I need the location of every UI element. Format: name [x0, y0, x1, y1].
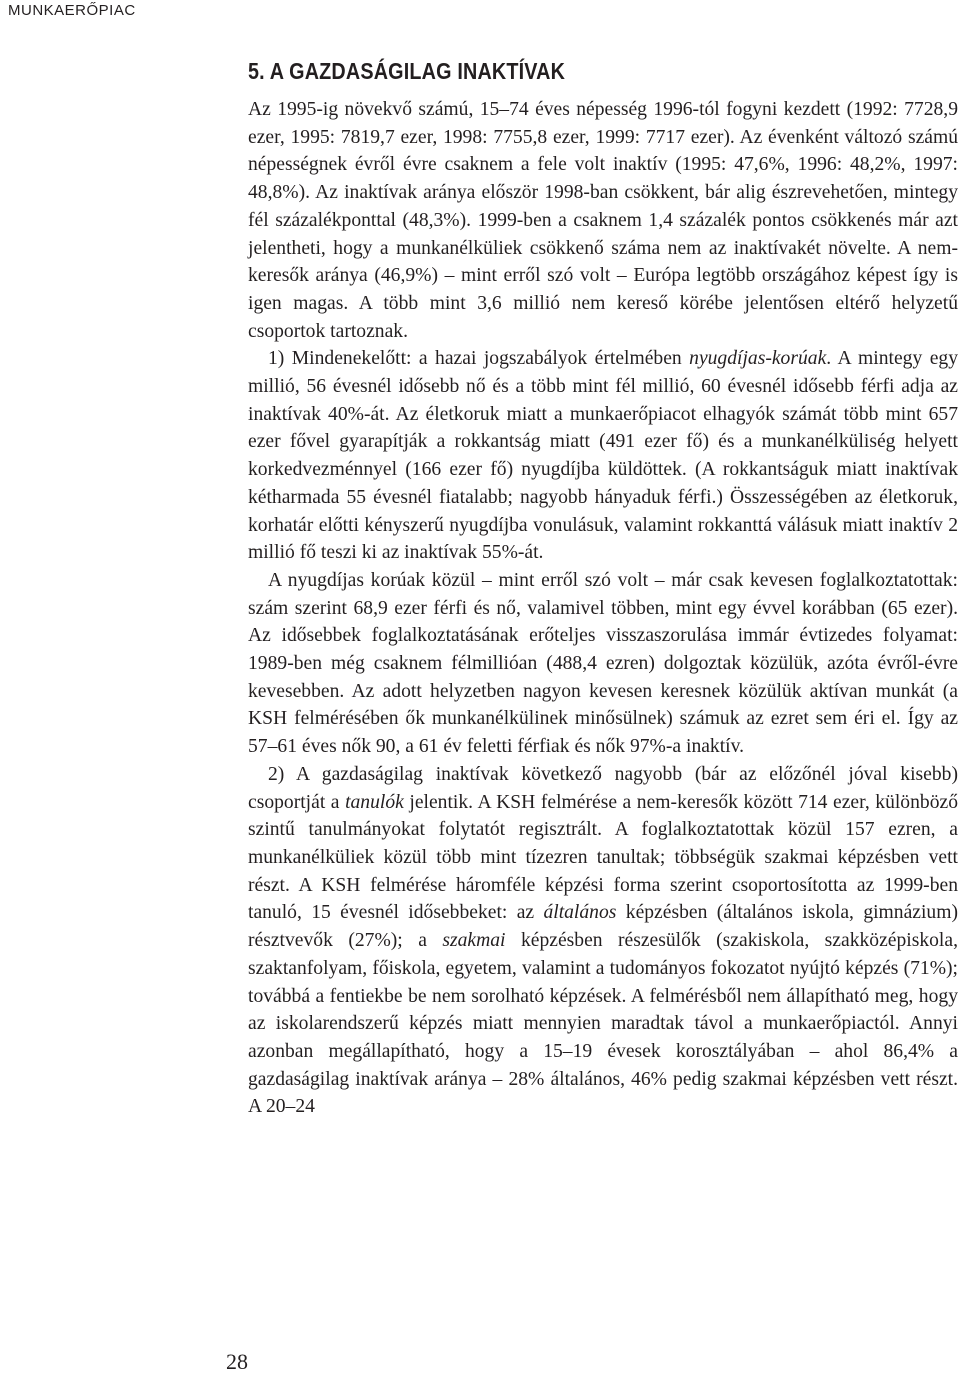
running-head: MUNKAERŐPIAC	[8, 2, 136, 19]
paragraph-1: Az 1995-ig növekvő számú, 15–74 éves népesség 1996-tól fogyni kezdett (1992: 7728,9 ezer, 1995: 7819,7 ezer, 1998: 7755,8 ezer, 1999: 7717 ezer). Az évenként változó számú népességnek évről évre csaknem a fele volt inaktív (1995: 47,6%, 1996: 48,2%, 1997: 48,8%). Az inaktívak aránya először 1998-ban csökkent, bár alig észrevehetően, mintegy fél százalékponttal (48,3%). 1999-ben a csaknem 1,4 százalék pontos csökkenés már azt jelentheti, hogy a munkanélküliek csökkenő száma nem az inaktívakét növelte. A nem-keresők aránya (46,9%) – mint erről szó volt – Európa legtöbb országához képest így is igen magas. A több mint 3,6 millió nem kereső körébe jelentősen eltérő helyzetű csoportok tartoznak.	[248, 99, 958, 342]
paragraph-4-italic-term-2: általános	[543, 902, 617, 924]
paragraph-4-text-1: 2) A gazdaságilag inaktívak következő nagyobb (bár az előzőnél jóval kisebb) csoportját a	[248, 763, 958, 813]
paragraph-3: A nyugdíjas korúak közül – mint erről szó volt – már csak kevesen foglalkoztatottak: szám szerint 68,9 ezer férfi és nő, valamivel többen, mint egy évvel korábban (65 ezer). Az idősebbek foglalkoztatásának erőteljes visszaszorulása immár évtizedes folyamat: 1989-ben még csaknem félmillióan (488,4 ezren) dolgoztak közülük, azóta évről-évre kevesebben. Az adott helyzetben nagyon kevesen keresnek közülük aktívan munkát (a KSH felmérésében ők munkanélkülinek minősülnek) számuk az ezret sem éri el. Így az 57–61 éves nők 90, a 61 év feletti férfiak és nők 97%-a inaktív.	[248, 569, 958, 758]
paragraph-4-italic-term-1: tanulók	[345, 791, 404, 813]
paragraph-4-text-2: jelentik. A KSH felmérése a nem-keresők között 714 ezer, különböző szintű tanulmányokat folytatót regisztrált. A foglalkoztatottak közül 157 ezren, a munkanélküliek közül több mint tízezren tanultak; többségük szakmai képzésben vett részt. A KSH felmérése háromféle képzési forma szerint csoportosította az 1999-ben tanuló, 15 évesnél idősebbeket: az	[248, 791, 958, 924]
paragraph-2-text-post: . A mintegy egy millió, 56 évesnél idősebb nő és a több mint fél millió, 60 évesnél idősebb férfi adja az inaktívak 40%-át. Az életkoruk miatt a munkaerőpiacot elhagyók számát több mint 657 ezer fővel gyarapítják a rokkantság miatt (491 ezer fő) és a munkanélküliség helyett korkedvezménnyel (166 ezer fő) nyugdíjba küldöttek. (A rokkantságuk miatt inaktívak kétharmada 55 évesnél fiatalabb; nagyobb hányaduk férfi.) Összességében az életkoruk, korhatár előtti kényszerű nyugdíjba vonulásuk, valamint rokkanttá válásuk miatt inaktív 2 millió fő teszi ki az inaktívak 55%-át.	[248, 348, 958, 564]
paragraph-4	[248, 761, 958, 1121]
chapter-title: 5. A GAZDASÁGILAG INAKTÍVAK	[248, 58, 566, 84]
paragraph-4-text-4: képzésben részesülők (szakiskola, szakközépiskola, szaktanfolyam, főiskola, egyetem, valamint a tudományos fokozatot nyújtó képzés (71%); továbbá a fentiekbe be nem sorolható képzések. A felmérésből nem állapítható meg, hogy az iskolarendszerű képzés miatt mennyien maradtak távol a munkaerőpiactól. Annyi azonban megállapítható, hogy a 15–19 évesek korosztályában – ahol 86,4% a gazdaságilag inaktívak aránya – 28% általános, 46% pedig szakmai képzésben vett részt. A 20–24	[248, 930, 958, 1118]
paragraph-2-italic-term: nyugdíjas-korúak	[689, 348, 827, 370]
paragraph-2	[248, 345, 958, 567]
page-number: 28	[226, 1349, 248, 1374]
body-text	[248, 96, 958, 1121]
paragraph-4-text-3: képzésben (általános iskola, gimnázium) résztvevők (27%); a	[248, 902, 958, 952]
paragraph-2-text-pre: 1) Mindenekelőtt: a hazai jogszabályok értelmében	[268, 348, 690, 370]
paragraph-4-italic-term-3: szakmai	[442, 930, 506, 952]
